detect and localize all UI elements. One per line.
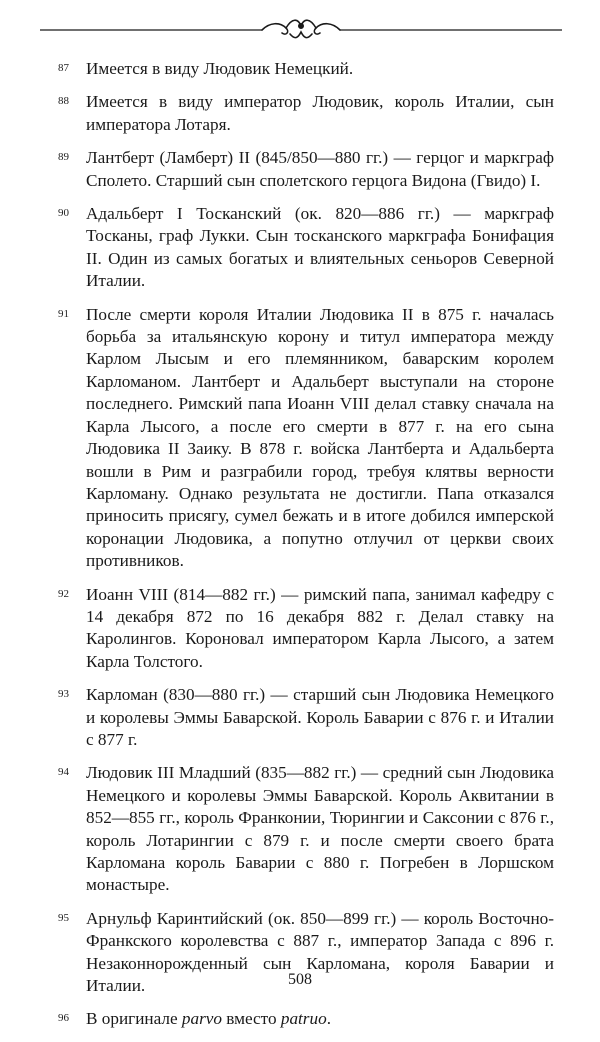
endnote-number: 88 (58, 95, 69, 108)
endnote-text: Карломан (830—880 гг.) — старший сын Людовика Немецкого и королевы Эммы Баварской. Король Баварии с 876 г. и Италии с 877 г. (86, 685, 554, 749)
endnote-number: 95 (58, 911, 69, 924)
endnote-text: Лантберт (Ламберт) II (845/850—880 гг.) — герцог и маркграф Сполето. Старший сын сполетского герцога Видона (Гвидо) I. (86, 148, 554, 190)
page-number: 508 (288, 971, 312, 988)
endnote (58, 304, 554, 573)
endnote-text: После смерти короля Италии Людовика II в 875 г. началась борьба за итальянскую корону и титул императора между Карлом Лысым и его племянником, баварским королем Карломаном. Лантберт и Адальберт выступали на стороне последнего. Римский папа Иоанн VIII делал ставку сначала на Карла Лысого, а после его смерти в 877 г. на его сына Людовика II Заику. В 878 г. войска Лантберта и Адальберта вошли в Рим и разграбили город, требуя клятвы верности Карломану. Однако результата не достигли. Папа отказался приносить присягу, сумел бежать и в итоге добился имперской коронации Людовика, а попутно отлучил от церкви своих противников. (86, 304, 554, 571)
endnote (58, 91, 554, 136)
endnote-number: 94 (58, 766, 69, 779)
endnote-text: Адальберт I Тосканский (ок. 820—886 гг.) — маркграф Тосканы, граф Лукки. Сын тосканского маркграфа Бонифация II. Один из самых богатых и влиятельных сеньоров Северной Италии. (86, 204, 554, 291)
endnote-text (86, 1009, 331, 1028)
endnote (58, 203, 554, 293)
endnote (58, 1008, 554, 1030)
endnote-text: Имеется в виду Людовик Немецкий. (86, 59, 354, 78)
endnote-text-part: . (326, 1009, 331, 1029)
endnote-text-part: В оригинале (86, 1009, 182, 1029)
endnote-number: 89 (58, 151, 69, 164)
endnote (58, 762, 554, 896)
endnote-text: Иоанн VIII (814—882 гг.) — римский папа, занимал кафедру с 14 декабря 872 по 16 декабря 882 г. Делал ставку на Каролингов. Короновал императором Карла Лысого, а затем Карла Толстого. (86, 584, 554, 671)
endnote-italic-word: patruo (280, 1009, 327, 1029)
endnote-text: Арнульф Каринтийский (ок. 850—899 гг.) — король Восточно-Франкского королевства с 887 г., император Запада с 896 г. Незаконнорожденный сын Карломана, короля Баварии и Италии. (86, 908, 554, 996)
endnote (58, 58, 554, 80)
ornamental-header-rule (40, 0, 562, 44)
endnote (58, 684, 554, 751)
endnote-text: Имеется в виду император Людовик, король Италии, сын императора Лотаря. (86, 92, 554, 134)
endnote-number: 93 (58, 688, 69, 701)
endnotes-list (58, 58, 554, 1042)
endnote-number: 90 (58, 207, 69, 220)
endnote (58, 584, 554, 674)
endnote (58, 147, 554, 192)
endnote-number: 91 (58, 307, 69, 320)
endnote-italic-word: parvo (181, 1009, 222, 1029)
endnote-number: 92 (58, 587, 69, 600)
endnote-number: 96 (58, 1012, 69, 1025)
endnote-number: 87 (58, 62, 69, 74)
endnote-text-part: вместо (221, 1009, 281, 1029)
endnote-text: Людовик III Младший (835—882 гг.) — средний сын Людовика Немецкого и королевы Эммы Баварской. Король Аквитании в 852—855 гг., король Франконии, Тюрингии и Саксонии с 876 г., король Лотарингии с 879 г. и после смерти своего брата Карломана король Баварии с 880 г. Погребен в Лоршском монастыре. (86, 763, 554, 895)
